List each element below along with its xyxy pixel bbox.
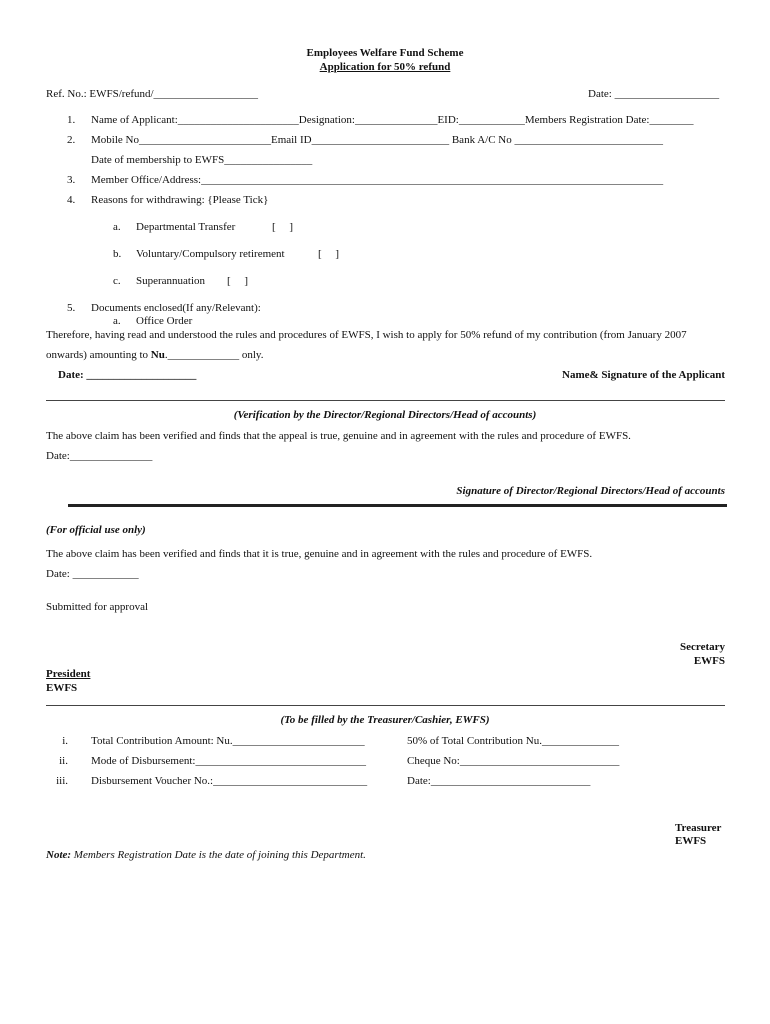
- reason-superannuation-label: Superannuation: [136, 275, 206, 287]
- reason-retirement-checkbox[interactable]: [ ]: [318, 248, 340, 260]
- official-date-field[interactable]: Date: ____________: [46, 568, 139, 580]
- membership-date-field[interactable]: Date of membership to EWFS________________: [91, 154, 313, 166]
- treasurer-date-field[interactable]: Date:_____________________________: [407, 775, 591, 787]
- item-number: 2.: [67, 134, 76, 146]
- secretary-label: Secretary: [680, 641, 725, 653]
- official-verification-text: The above claim has been verified and finds that it is true, genuine and in agreement with the rules and procedure of EWFS.: [46, 548, 593, 560]
- president-label: President: [46, 668, 91, 680]
- section-divider: [46, 400, 725, 401]
- total-contribution-field[interactable]: Total Contribution Amount: Nu.________________________: [91, 735, 365, 747]
- item-number: 4.: [67, 194, 76, 206]
- secretary-org: EWFS: [693, 655, 725, 667]
- applicant-date-row: [58, 369, 196, 382]
- row-numeral: ii.: [59, 755, 68, 767]
- treasurer-org: EWFS: [675, 835, 707, 847]
- verification-heading: (Verification by the Director/Regional Directors/Head of accounts): [233, 409, 537, 421]
- section-divider: [46, 705, 725, 706]
- treasurer-label: Treasurer: [675, 822, 722, 834]
- reason-letter: a.: [113, 221, 121, 233]
- reasons-label: Reasons for withdrawing: {Please Tick}: [91, 194, 269, 206]
- half-contribution-field[interactable]: 50% of Total Contribution Nu.______________: [407, 735, 619, 747]
- footnote: [46, 849, 366, 862]
- reason-retirement-label: Voluntary/Compulsory retirement: [136, 248, 285, 260]
- reason-letter: c.: [113, 275, 121, 287]
- item-number: 5.: [67, 302, 76, 314]
- document-letter: a.: [113, 315, 121, 327]
- submitted-for-approval: Submitted for approval: [46, 601, 149, 613]
- applicant-details-row[interactable]: Name of Applicant:______________________Designation:_______________EID:____________Members Registration Date:________: [91, 114, 694, 126]
- ref-no-field[interactable]: Ref. No.: EWFS/refund/___________________: [46, 88, 259, 100]
- applicant-signature-label: Name& Signature of the Applicant: [562, 369, 725, 381]
- director-signature-label: Signature of Director/Regional Directors/Head of accounts: [456, 485, 725, 497]
- row-numeral: i.: [62, 735, 68, 747]
- treasurer-heading: (To be filled by the Treasurer/Cashier, EWFS): [280, 714, 490, 726]
- item-number: 3.: [67, 174, 76, 186]
- address-field[interactable]: Member Office/Address:____________________________________________________________________________________: [91, 174, 664, 186]
- section-divider-thick: [68, 504, 727, 507]
- reason-departmental-transfer-checkbox[interactable]: [ ]: [272, 221, 294, 233]
- form-subtitle: Application for 50% refund: [319, 61, 451, 73]
- row-numeral: iii.: [56, 775, 68, 787]
- verification-text: The above claim has been verified and finds that the appeal is true, genuine and in agreement with the rules and procedure of EWFS.: [46, 430, 631, 442]
- note-label: Note:: [46, 849, 72, 861]
- item-number: 1.: [67, 114, 76, 126]
- official-use-heading: (For official use only): [46, 524, 146, 536]
- declaration-line-2: [46, 349, 263, 362]
- ref-date-field[interactable]: Date: ___________________: [588, 88, 720, 100]
- applicant-date-field[interactable]: ____________________: [86, 369, 197, 381]
- voucher-no-field[interactable]: Disbursement Voucher No.:____________________________: [91, 775, 368, 787]
- refund-amount-field[interactable]: ._____________ only.: [164, 349, 264, 361]
- declaration-line-1: Therefore, having read and understood the rules and procedures of EWFS, I wish to apply for 50% refund of my contribution (from January 2007: [46, 329, 687, 341]
- declaration-prefix: onwards) amounting to: [46, 349, 151, 361]
- president-org: EWFS: [46, 682, 78, 694]
- documents-label: Documents enclosed(If any/Relevant):: [91, 302, 261, 314]
- note-text: Members Registration Date is the date of joining this Department.: [71, 849, 366, 861]
- disbursement-mode-field[interactable]: Mode of Disbursement:_______________________________: [91, 755, 366, 767]
- form-title: Employees Welfare Fund Scheme: [306, 47, 464, 59]
- contact-details-row[interactable]: Mobile No________________________Email ID_________________________ Bank A/C No ___________________________: [91, 134, 663, 146]
- applicant-date-label: Date:: [58, 369, 87, 381]
- cheque-no-field[interactable]: Cheque No:_____________________________: [407, 755, 620, 767]
- reason-letter: b.: [113, 248, 122, 260]
- reason-departmental-transfer-label: Departmental Transfer: [136, 221, 236, 233]
- document-office-order: Office Order: [136, 315, 193, 327]
- verification-date-field[interactable]: Date:_______________: [46, 450, 153, 462]
- currency-nu: Nu: [150, 349, 165, 361]
- reason-superannuation-checkbox[interactable]: [ ]: [227, 275, 249, 287]
